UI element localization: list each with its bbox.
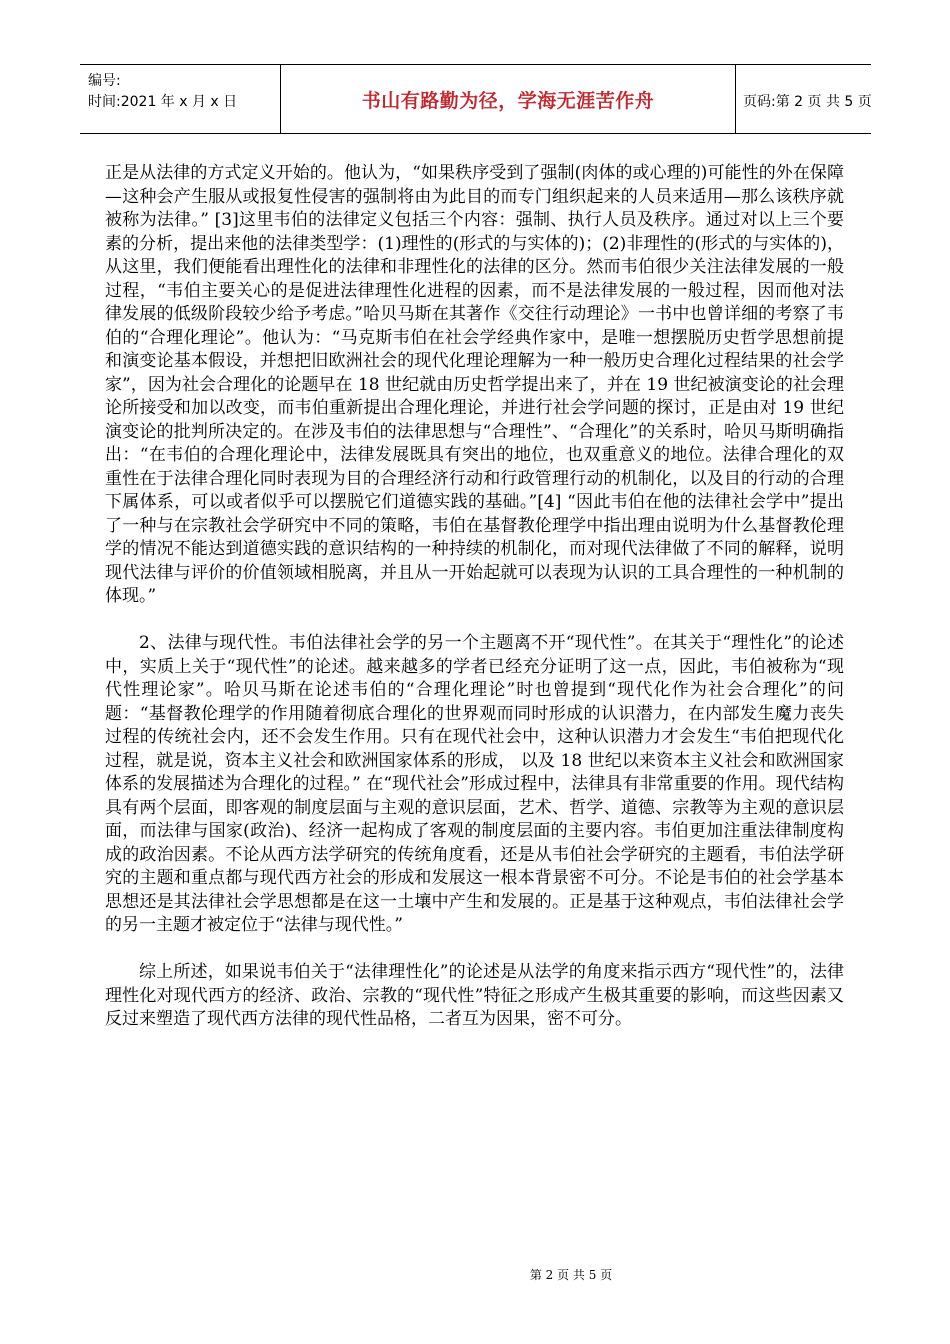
document-time-label: 时间:2021 年 x 月 x 日: [88, 94, 238, 110]
document-body: [105, 162, 844, 1032]
header-motto: 书山有路勤为径，学海无涯苦作舟: [361, 90, 655, 112]
footer-page-number: 第 2 页 共 5 页: [529, 1268, 613, 1282]
header-page-cell: [736, 65, 871, 133]
document-number-label: 编号:: [88, 73, 121, 89]
header-motto-cell: [281, 65, 736, 133]
body-paragraph-law-and-modernity: 2、法律与现代性。韦伯法律社会学的另一个主题离不开“现代性”。在其关于“理性化”的论述中，实质上关于“现代性”的论述。越来越多的学者已经充分证明了这一点，因此，韦伯被称为“现代性理论家”。哈贝马斯在论述韦伯的“合理化理论”时也曾提到“现代化作为社会合理化”的问题：“基督教伦理学的作用随着彻底合理化的世界观而同时形成的认识潜力，在内部发生魔力丧失过程的传统社会内，还不会发生作用。只有在现代社会中，这种认识潜力才会发生“韦伯把现代化过程，就是说，资本主义社会和欧洲国家体系的形成， 以及 18 世纪以来资本主义社会和欧洲国家体系的发展描述为合理化的过程。” 在“现代社会”形成过程中，法律具有非常重要的作用。现代结构具有两个层面，即客观的制度层面与主观的意识层面，艺术、哲学、道德、宗教等为主观的意识层面，而法律与国家(政治)、经济一起构成了客观的制度层面的主要内容。韦伯更加注重法律制度构成的政治因素。不论从西方法学研究的传统角度看，还是从韦伯社会学研究的主题看，韦伯法学研究的主题和重点都与现代西方社会的形成和发展这一根本背景密不可分。不论是韦伯的社会学基本思想还是其法律社会学思想都是在这一土壤中产生和发展的。正是基于这种观点，韦伯法律社会学的另一主题才被定位于“法律与现代性。”: [105, 633, 844, 935]
body-paragraph-continuation: 正是从法律的方式定义开始的。他认为，“如果秩序受到了强制(肉体的或心理的)可能性的外在保障—这种会产生服从或报复性侵害的强制将由为此目的而专门组织起来的人员来适用—那么该秩序就被称为法律。” [3]这里韦伯的法律定义包括三个内容：强制、执行人员及秩序。通过对以上三个要素的分析，提出来他的法律类型学：(1)理性的(形式的与实体的)；(2)非理性的(形式的与实体的)，从这里，我们便能看出理性化的法律和非理性化的法律的区分。然而韦伯很少关注法律发展的一般过程，“韦伯主要关心的是促进法律理性化进程的因素，而不是法律发展的一般过程，因而他对法律发展的低级阶段较少给予考虑。”哈贝马斯在其著作《交往行动理论》一书中也曾详细的考察了韦伯的“合理化理论”。他认为：“马克斯韦伯在社会学经典作家中，是唯一想摆脱历史哲学思想前提和演变论基本假设，并想把旧欧洲社会的现代化理论理解为一种一般历史合理化过程结果的社会学家”，因为社会合理化的论题早在 18 世纪就由历史哲学提出来了，并在 19 世纪被演变论的社会理论所接受和加以改变，而韦伯重新提出合理化理论，并进行社会学问题的探讨，正是由对 19 世纪演变论的批判所决定的。在涉及韦伯的法律思想与“合理性”、“合理化”的关系时，哈贝马斯明确指出：“在韦伯的合理化理论中，法律发展既具有突出的地位，也双重意义的地位。法律合理化的双重性在于法律合理化同时表现为目的合理经济行动和行政管理行动的机制化，以及目的行动的合理下属体系，可以或者似乎可以摆脱它们道德实践的基础。”[4] “因此韦伯在他的法律社会学中”提出了一种与在宗教社会学研究中不同的策略，韦伯在基督教伦理学中指出理由说明为什么基督教伦理学的情况不能达到道德实践的意识结构的一种持续的机制化，而对现代法律做了不同的解释，说明现代法律与评价的价值领域相脱离，并且从一开始起就可以表现为认识的工具合理性的一种机制的体现。”: [105, 163, 844, 606]
body-paragraph-conclusion: 综上所述，如果说韦伯关于“法律理性化”的论述是从法学的角度来指示西方“现代性”的，法律理性化对现代西方的经济、政治、宗教的“现代性”特征之形成产生极其重要的影响，而这些因素又反过来塑造了现代西方法律的现代性品格，二者互为因果，密不可分。: [105, 962, 844, 1029]
header-meta-cell: [80, 65, 281, 133]
page-footer: [0, 1266, 950, 1283]
page-header: [80, 64, 871, 134]
header-page-info: 页码:第 2 页 共 5 页: [743, 94, 872, 110]
